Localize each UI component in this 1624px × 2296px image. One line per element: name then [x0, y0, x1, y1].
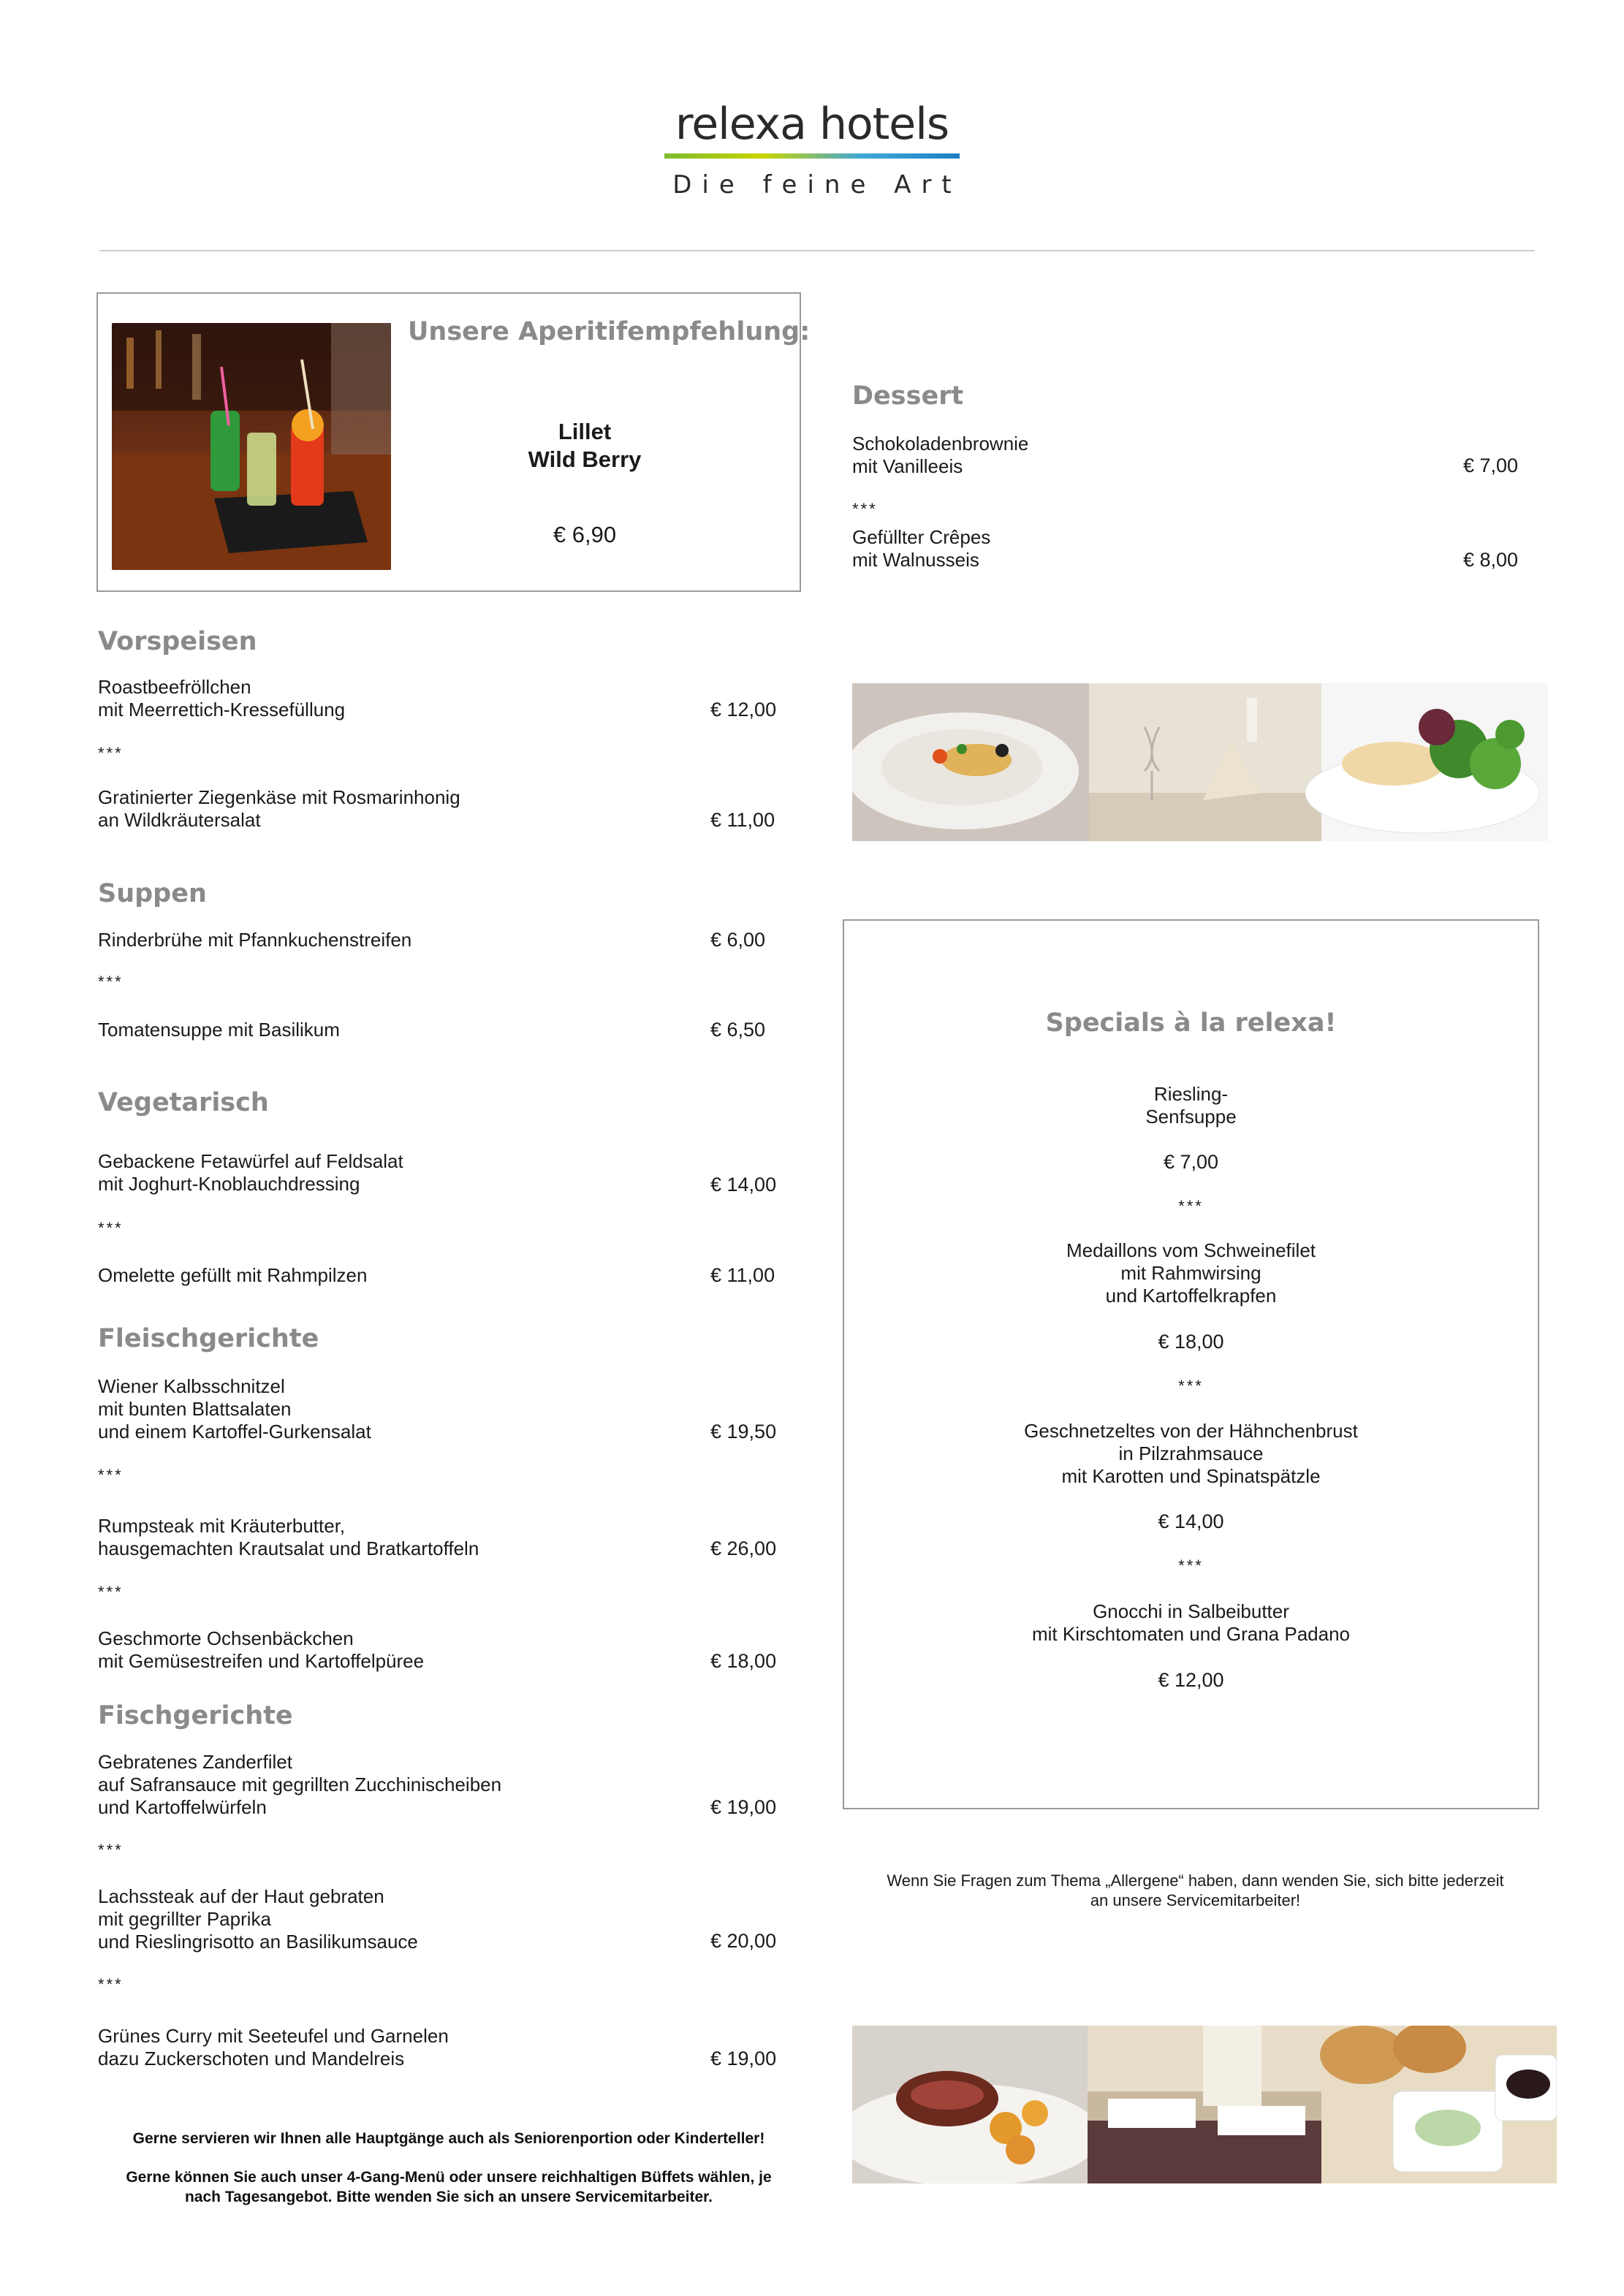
fisch-title: Fischgerichte [98, 1701, 293, 1730]
dessert-separator: *** [852, 500, 878, 518]
vegetarisch-item-2: Omelette gefüllt mit Rahmpilzen [98, 1264, 368, 1286]
fisch-item-1-line2: auf Safransauce mit gegrillten Zucchinischeiben [98, 1774, 502, 1795]
footer-notes [98, 2129, 800, 2207]
vorspeisen-separator: *** [98, 744, 124, 762]
dessert-item-1 [852, 433, 1028, 478]
brand-tagline: Die feine Art [672, 170, 962, 199]
specials-item-1 [843, 1083, 1539, 1128]
suppen-item-1: Rinderbrühe mit Pfannkuchenstreifen [98, 929, 412, 951]
fleisch-separator-1: *** [98, 1466, 124, 1484]
fleisch-title: Fleischgerichte [98, 1324, 319, 1353]
footer-note-1: Gerne servieren wir Ihnen alle Hauptgänge auch als Seniorenportion oder Kinderteller! [132, 2130, 765, 2147]
fleisch-separator-2: *** [98, 1583, 124, 1601]
specials-item-1-line2: Senfsuppe [1145, 1106, 1237, 1128]
specials-item-1-price: € 7,00 [1163, 1151, 1219, 1173]
fisch-item-2-line3: und Rieslingrisotto an Basilikumsauce [98, 1931, 418, 1953]
specials-item-4-line1: Gnocchi in Salbeibutter [1093, 1600, 1289, 1622]
specials-item-1-line1: Riesling- [1153, 1083, 1229, 1105]
vorspeisen-item-2 [98, 786, 460, 832]
footer-note-2-line2: nach Tagesangebot. Bitte wenden Sie sich an unsere Servicemitarbeiter. [184, 2189, 713, 2205]
specials-item-2-line1: Medaillons vom Schweinefilet [1066, 1239, 1316, 1261]
brand-name: relexa hotels [675, 99, 949, 150]
vegetarisch-separator: *** [98, 1219, 124, 1237]
vorspeisen-item-1-price: € 12,00 [710, 699, 777, 721]
fleisch-item-3-price: € 18,00 [710, 1650, 777, 1672]
fleisch-item-2 [98, 1515, 479, 1560]
allergen-note-line2: an unsere Servicemitarbeiter! [1090, 1891, 1301, 1909]
dessert-item-1-line2: mit Vanilleeis [852, 455, 963, 477]
vorspeisen-item-1 [98, 676, 345, 721]
specials-item-3-line3: mit Karotten und Spinatspätzle [1061, 1465, 1321, 1487]
fleisch-item-3 [98, 1627, 424, 1673]
specials-item-3-line1: Geschnetzeltes von der Hähnchenbrust [1024, 1420, 1358, 1442]
aperitif-name-line1: Lillet [558, 419, 612, 444]
fisch-item-2-price: € 20,00 [710, 1930, 777, 1952]
fisch-item-3 [98, 2025, 449, 2070]
dessert-item-2-price: € 8,00 [1463, 549, 1519, 571]
suppen-title: Suppen [98, 879, 207, 908]
fisch-item-2-line1: Lachssteak auf der Haut gebraten [98, 1885, 384, 1907]
fisch-item-3-price: € 19,00 [710, 2048, 777, 2069]
allergen-note-line1: Wenn Sie Fragen zum Thema „Allergene“ haben, dann wenden Sie, sich bitte jederzeit [887, 1871, 1504, 1890]
fisch-item-3-line2: dazu Zuckerschoten und Mandelreis [98, 2048, 405, 2069]
fleisch-item-1-line1: Wiener Kalbsschnitzel [98, 1375, 285, 1397]
fisch-separator-2: *** [98, 1975, 124, 1993]
footer-note-2-line1: Gerne können Sie auch unser 4-Gang-Menü oder unsere reichhaltigen Büffets wählen, je [126, 2169, 772, 2186]
header-divider [99, 250, 1535, 251]
specials-item-2-price: € 18,00 [1158, 1331, 1224, 1353]
vegetarisch-item-1-line2: mit Joghurt-Knoblauchdressing [98, 1173, 360, 1195]
specials-separator-1: *** [1178, 1197, 1204, 1215]
vorspeisen-item-1-line1: Roastbeefröllchen [98, 676, 251, 698]
fisch-item-1-line3: und Kartoffelwürfeln [98, 1796, 267, 1818]
suppen-separator: *** [98, 973, 124, 991]
specials-item-4-line2: mit Kirschtomaten und Grana Padano [1031, 1623, 1351, 1645]
fisch-item-3-line1: Grünes Curry mit Seeteufel und Garnelen [98, 2025, 449, 2047]
vegetarisch-item-1-price: € 14,00 [710, 1174, 777, 1195]
suppen-item-2-price: € 6,50 [710, 1019, 766, 1041]
fisch-item-1 [98, 1751, 501, 1819]
vorspeisen-item-2-line1: Gratinierter Ziegenkäse mit Rosmarinhonig [98, 786, 460, 808]
aperitif-name [409, 418, 760, 474]
vegetarisch-item-1-line1: Gebackene Fetawürfel auf Feldsalat [98, 1150, 403, 1172]
vegetarisch-item-1 [98, 1150, 403, 1195]
specials-item-2-line2: mit Rahmwirsing [1120, 1262, 1261, 1284]
fleisch-item-1-line3: und einem Kartoffel-Gurkensalat [98, 1421, 371, 1442]
fleisch-item-2-line1: Rumpsteak mit Kräuterbutter, [98, 1515, 346, 1537]
fisch-item-1-price: € 19,00 [710, 1796, 777, 1818]
suppen-item-2: Tomatensuppe mit Basilikum [98, 1019, 340, 1041]
dessert-title: Dessert [852, 381, 964, 411]
specials-item-4-price: € 12,00 [1158, 1669, 1224, 1691]
fleisch-item-2-line2: hausgemachten Krautsalat und Bratkartoffeln [98, 1537, 479, 1559]
vorspeisen-item-1-line2: mit Meerrettich-Kressefüllung [98, 699, 346, 721]
fleisch-item-3-line2: mit Gemüsestreifen und Kartoffelpüree [98, 1650, 425, 1672]
vegetarisch-item-2-price: € 11,00 [710, 1264, 775, 1286]
dessert-item-2-line1: Gefüllter Crêpes [852, 526, 991, 548]
aperitif-title: Unsere Aperitifempfehlung: [408, 317, 811, 346]
brand-color-bar [664, 153, 960, 159]
aperitif-name-line2: Wild Berry [528, 446, 642, 472]
fisch-separator-1: *** [98, 1841, 124, 1859]
vorspeisen-item-2-line2: an Wildkräutersalat [98, 809, 261, 831]
vorspeisen-item-2-price: € 11,00 [710, 809, 775, 831]
food-photo-strip-top [852, 683, 1548, 841]
specials-item-3-price: € 14,00 [1158, 1510, 1224, 1532]
specials-item-3-line2: in Pilzrahmsauce [1118, 1442, 1264, 1464]
allergen-note [843, 1871, 1548, 1910]
aperitif-price: € 6,90 [553, 522, 617, 547]
dessert-item-2 [852, 526, 990, 571]
dessert-item-1-price: € 7,00 [1463, 455, 1519, 476]
specials-item-2 [843, 1239, 1539, 1307]
dessert-item-2-line2: mit Walnusseis [852, 549, 979, 571]
fleisch-item-2-price: € 26,00 [710, 1537, 777, 1559]
hotel-logo [0, 99, 1624, 199]
cocktail-bar-photo [112, 323, 391, 570]
vegetarisch-title: Vegetarisch [98, 1088, 269, 1117]
vorspeisen-title: Vorspeisen [98, 627, 257, 656]
specials-item-4 [843, 1600, 1539, 1646]
specials-title: Specials à la relexa! [1045, 1008, 1337, 1038]
suppen-item-1-price: € 6,00 [710, 929, 766, 951]
dessert-item-1-line1: Schokoladenbrownie [852, 433, 1029, 455]
specials-separator-3: *** [1178, 1556, 1204, 1575]
fisch-item-2 [98, 1885, 418, 1953]
fleisch-item-3-line1: Geschmorte Ochsenbäckchen [98, 1627, 354, 1649]
specials-item-2-line3: und Kartoffelkrapfen [1105, 1285, 1277, 1307]
specials-separator-2: *** [1178, 1377, 1204, 1395]
specials-item-3 [843, 1420, 1539, 1488]
fleisch-item-1-price: € 19,50 [710, 1421, 777, 1442]
food-photo-strip-bottom [852, 2026, 1557, 2183]
fisch-item-1-line1: Gebratenes Zanderfilet [98, 1751, 292, 1773]
fleisch-item-1 [98, 1375, 371, 1443]
fleisch-item-1-line2: mit bunten Blattsalaten [98, 1398, 292, 1420]
fisch-item-2-line2: mit gegrillter Paprika [98, 1908, 271, 1930]
